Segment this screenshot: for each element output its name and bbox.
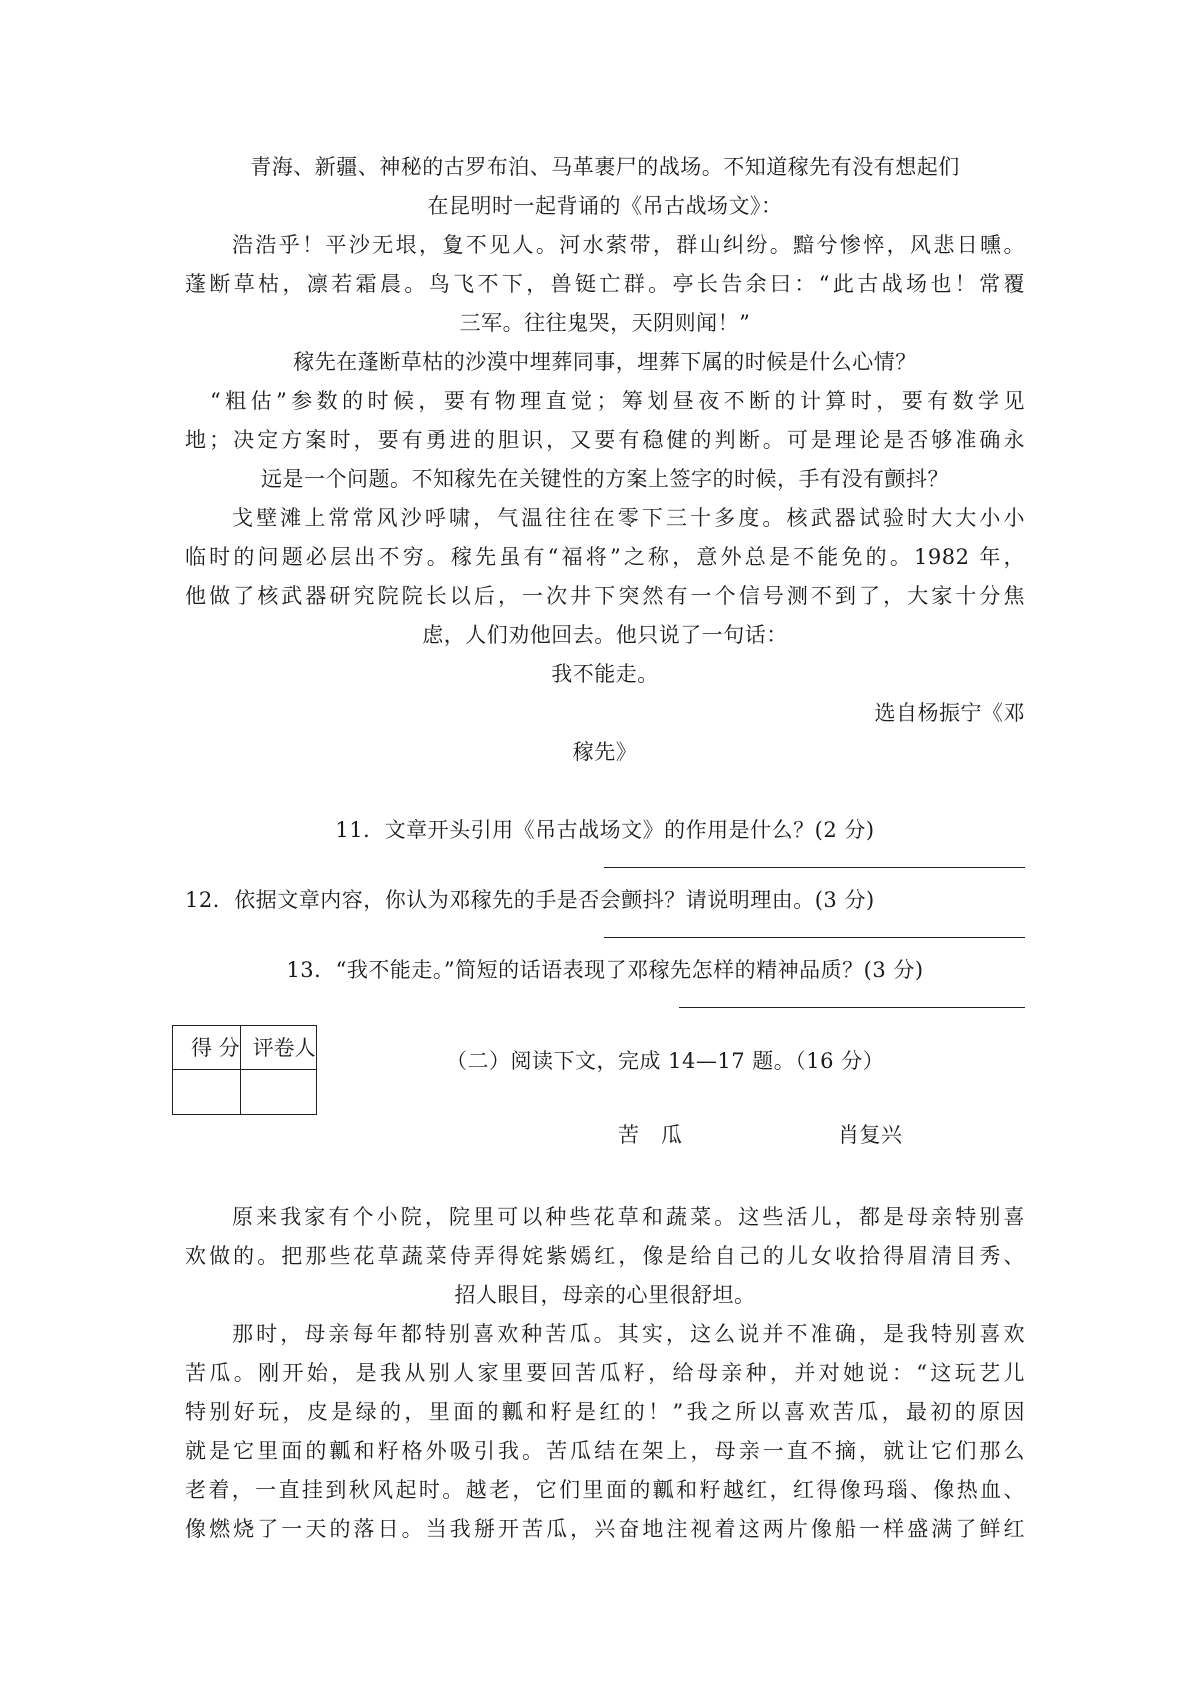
- passage1-line: 临时的问题必层出不穷。稼先虽有“福将”之称，意外总是不能免的。1982 年，: [185, 545, 1025, 569]
- passage2-line: 老着，一直挂到秋风起时。越老，它们里面的瓤和籽越红，红得像玛瑙、像热血、: [185, 1478, 1025, 1502]
- quote-line: 我不能走。: [551, 662, 659, 686]
- passage2-line: 特别好玩，皮是绿的，里面的瓤和籽是红的！”我之所以喜欢苦瓜，最初的原因: [185, 1400, 1025, 1424]
- poem-line: 浩浩乎！平沙无垠，夐不见人。河水萦带，群山纠纷。黯兮惨悴，风悲日曛。: [232, 233, 1025, 257]
- passage1-line: 戈壁滩上常常风沙呼啸，气温往往在零下三十多度。核武器试验时大大小小: [232, 506, 1025, 530]
- passage1-line: 青海、新疆、神秘的古罗布泊、马革裹尸的战场。不知道稼先有没有想起们: [250, 155, 960, 179]
- question-13: 13．“我不能走。”简短的话语表现了邓稼先怎样的精神品质？(3 分): [286, 958, 924, 982]
- poem-line: 三军。往往鬼哭，天阴则闻！”: [459, 311, 751, 335]
- score-header: 得 分: [173, 1026, 241, 1070]
- source-line: 选自杨振宁《邓: [874, 701, 1025, 725]
- passage1-line: 地；决定方案时，要有勇进的胆识，又要有稳健的判断。可是理论是否够准确永: [185, 428, 1025, 452]
- question-12: 12．依据文章内容，你认为邓稼先的手是否会颤抖？请说明理由。(3 分): [185, 888, 875, 912]
- passage1-line: 虑，人们劝他回去。他只说了一句话：: [422, 623, 788, 647]
- passage2-line: 那时，母亲每年都特别喜欢种苦瓜。其实，这么说并不准确，是我特别喜欢: [232, 1322, 1025, 1346]
- passage2-line: 就是它里面的瓤和籽格外吸引我。苦瓜结在架上，母亲一直不摘，就让它们那么: [185, 1439, 1025, 1463]
- poem-line: 蓬断草枯，凛若霜晨。鸟飞不下，兽铤亡群。亭长告余曰：“此古战场也！常覆: [185, 272, 1025, 296]
- passage1-line: 他做了核武器研究院院长以后，一次井下突然有一个信号测不到了，大家十分焦: [185, 584, 1025, 608]
- answer-line-12[interactable]: [604, 937, 1025, 938]
- answer-line-13[interactable]: [679, 1007, 1025, 1008]
- passage1-line: 远是一个问题。不知稼先在关键性的方案上签字的时候，手有没有颤抖？: [261, 467, 949, 491]
- passage2-line: 欢做的。把那些花草蔬菜侍弄得姹紫嫣红，像是给自己的儿女收拾得眉清目秀、: [185, 1244, 1025, 1268]
- passage2-line: 招人眼目，母亲的心里很舒坦。: [454, 1283, 756, 1307]
- reviewer-header: 评卷人: [240, 1026, 316, 1070]
- score-cell[interactable]: [173, 1070, 241, 1115]
- answer-line-11[interactable]: [604, 867, 1025, 868]
- question-11: 11．文章开头引用《吊古战场文》的作用是什么？(2 分): [335, 818, 875, 842]
- passage2-line: 原来我家有个小院，院里可以种些花草和蔬菜。这些活儿，都是母亲特别喜: [232, 1205, 1025, 1229]
- passage2-line: 像燃烧了一天的落日。当我掰开苦瓜，兴奋地注视着这两片像船一样盛满了鲜红: [185, 1517, 1025, 1541]
- section-heading: （二）阅读下文，完成 14—17 题。（16 分）: [446, 1049, 885, 1073]
- passage1-line: 在昆明时一起背诵的《吊古战场文》：: [427, 194, 783, 218]
- source-line: 稼先》: [572, 740, 638, 764]
- passage1-line: 稼先在蓬断草枯的沙漠中埋葬同事，埋葬下属的时候是什么心情？: [293, 350, 917, 374]
- passage1-line: “粗估”参数的时候，要有物理直觉；筹划昼夜不断的计算时，要有数学见: [210, 389, 1025, 413]
- passage2-line: 苦瓜。刚开始，是我从别人家里要回苦瓜籽，给母亲种，并对她说：“这玩艺儿: [185, 1361, 1025, 1385]
- article-title: 苦 瓜: [618, 1123, 683, 1147]
- score-table: [172, 1025, 317, 1115]
- article-author: 肖复兴: [838, 1123, 903, 1147]
- reviewer-cell[interactable]: [240, 1070, 316, 1115]
